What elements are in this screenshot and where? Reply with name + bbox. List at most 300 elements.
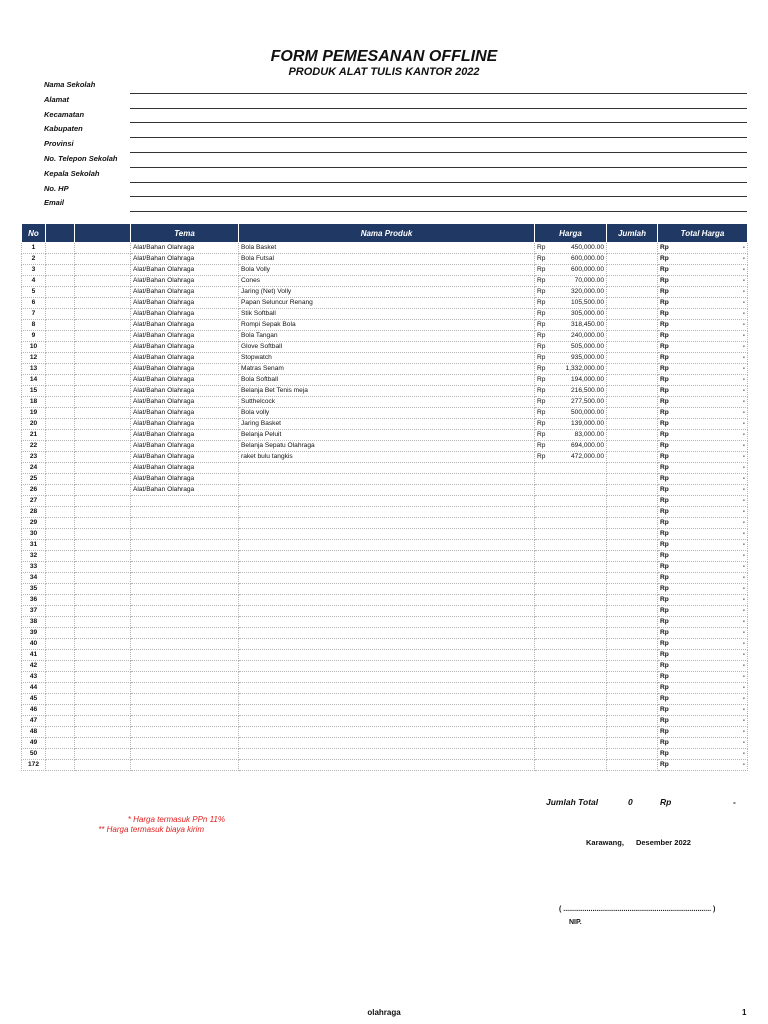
cell-nama-produk <box>239 573 535 584</box>
cell-tema <box>131 749 239 760</box>
cell-nama-produk <box>239 683 535 694</box>
cell-no: 30 <box>22 529 46 540</box>
total-value: - <box>742 684 745 691</box>
cell-jumlah[interactable] <box>607 441 658 452</box>
cell-harga <box>535 375 607 386</box>
cell-no: 49 <box>22 738 46 749</box>
total-currency: Rp <box>660 761 669 768</box>
cell-harga <box>535 562 607 573</box>
cell-total-harga <box>658 463 748 474</box>
col-header-blank-1 <box>46 224 75 243</box>
cell-blank <box>75 727 131 738</box>
cell-jumlah[interactable] <box>607 265 658 276</box>
cell-blank <box>75 485 131 496</box>
cell-harga <box>535 529 607 540</box>
total-value: - <box>742 398 745 405</box>
cell-blank <box>46 727 75 738</box>
cell-jumlah[interactable] <box>607 694 658 705</box>
cell-jumlah[interactable] <box>607 386 658 397</box>
cell-jumlah[interactable] <box>607 584 658 595</box>
cell-nama-produk <box>239 639 535 650</box>
harga-value: 105,500.00 <box>570 299 604 306</box>
cell-harga <box>535 364 607 375</box>
cell-tema <box>131 705 239 716</box>
table-row <box>22 529 748 540</box>
cell-jumlah[interactable] <box>607 419 658 430</box>
field-input-line[interactable] <box>130 211 747 212</box>
cell-jumlah[interactable] <box>607 606 658 617</box>
cell-blank <box>46 760 75 771</box>
cell-total-harga <box>658 485 748 496</box>
table-row <box>22 463 748 474</box>
cell-jumlah[interactable] <box>607 650 658 661</box>
cell-total-harga <box>658 705 748 716</box>
cell-jumlah[interactable] <box>607 705 658 716</box>
harga-value: 194,000.00 <box>570 376 604 383</box>
cell-blank <box>75 408 131 419</box>
cell-jumlah[interactable] <box>607 573 658 584</box>
cell-harga <box>535 331 607 342</box>
cell-nama-produk <box>239 694 535 705</box>
cell-nama-produk <box>239 595 535 606</box>
cell-jumlah[interactable] <box>607 298 658 309</box>
cell-blank <box>46 441 75 452</box>
cell-tema: Alat/Bahan Olahraga <box>131 342 239 353</box>
table-row <box>22 661 748 672</box>
cell-blank <box>46 518 75 529</box>
form-subtitle: PRODUK ALAT TULIS KANTOR 2022 <box>288 66 480 78</box>
cell-tema <box>131 507 239 518</box>
cell-no: 50 <box>22 749 46 760</box>
total-currency: Rp <box>660 508 669 515</box>
cell-total-harga <box>658 309 748 320</box>
field-row <box>44 122 747 137</box>
cell-blank <box>75 430 131 441</box>
table-row <box>22 683 748 694</box>
harga-value: 318,450.00 <box>570 321 604 328</box>
cell-harga <box>535 518 607 529</box>
cell-harga <box>535 617 607 628</box>
cell-jumlah[interactable] <box>607 727 658 738</box>
cell-nama-produk: Glove Softball <box>239 342 535 353</box>
cell-blank <box>75 562 131 573</box>
cell-no: 37 <box>22 606 46 617</box>
cell-harga <box>535 628 607 639</box>
cell-jumlah[interactable] <box>607 408 658 419</box>
col-header-total-harga: Total Harga <box>658 224 748 243</box>
cell-tema <box>131 716 239 727</box>
total-currency: Rp <box>660 343 669 350</box>
cell-tema: Alat/Bahan Olahraga <box>131 265 239 276</box>
cell-harga <box>535 749 607 760</box>
harga-value: 305,000.00 <box>570 310 604 317</box>
cell-no: 18 <box>22 397 46 408</box>
total-value: - <box>742 662 745 669</box>
cell-tema <box>131 639 239 650</box>
cell-harga <box>535 353 607 364</box>
table-row <box>22 694 748 705</box>
total-value: - <box>742 497 745 504</box>
harga-currency: Rp <box>537 343 546 350</box>
cell-no: 3 <box>22 265 46 276</box>
harga-currency: Rp <box>537 365 546 372</box>
table-row <box>22 485 748 496</box>
total-currency: Rp <box>660 310 669 317</box>
table-row <box>22 441 748 452</box>
cell-jumlah[interactable] <box>607 562 658 573</box>
cell-harga <box>535 584 607 595</box>
total-value: - <box>742 365 745 372</box>
cell-nama-produk <box>239 584 535 595</box>
cell-total-harga <box>658 551 748 562</box>
cell-blank <box>75 243 131 254</box>
col-header-jumlah: Jumlah <box>607 224 658 243</box>
cell-nama-produk: Matras Senam <box>239 364 535 375</box>
cell-harga <box>535 595 607 606</box>
cell-blank <box>75 584 131 595</box>
cell-total-harga <box>658 474 748 485</box>
form-title: FORM PEMESANAN OFFLINE <box>270 48 498 65</box>
cell-blank <box>75 540 131 551</box>
total-value: - <box>742 563 745 570</box>
cell-nama-produk <box>239 672 535 683</box>
cell-no: 12 <box>22 353 46 364</box>
cell-total-harga <box>658 595 748 606</box>
cell-total-harga <box>658 749 748 760</box>
cell-nama-produk <box>239 749 535 760</box>
total-value: - <box>742 585 745 592</box>
cell-harga <box>535 474 607 485</box>
cell-no: 10 <box>22 342 46 353</box>
cell-tema <box>131 683 239 694</box>
harga-currency: Rp <box>537 310 546 317</box>
field-row <box>44 152 747 167</box>
cell-blank <box>75 496 131 507</box>
total-value: - <box>742 376 745 383</box>
page-number: 1 <box>742 1008 747 1017</box>
cell-jumlah[interactable] <box>607 540 658 551</box>
cell-nama-produk: Bola Tangan <box>239 331 535 342</box>
cell-jumlah[interactable] <box>607 507 658 518</box>
cell-harga <box>535 254 607 265</box>
cell-no: 48 <box>22 727 46 738</box>
cell-blank <box>46 617 75 628</box>
harga-currency: Rp <box>537 409 546 416</box>
cell-jumlah[interactable] <box>607 353 658 364</box>
total-value: - <box>742 607 745 614</box>
cell-blank <box>46 529 75 540</box>
cell-jumlah[interactable] <box>607 617 658 628</box>
cell-blank <box>46 540 75 551</box>
harga-value: 1,332,000.00 <box>565 365 604 372</box>
harga-currency: Rp <box>537 431 546 438</box>
cell-no: 32 <box>22 551 46 562</box>
total-currency: Rp <box>660 497 669 504</box>
cell-tema <box>131 727 239 738</box>
cell-jumlah[interactable] <box>607 595 658 606</box>
cell-blank <box>46 474 75 485</box>
cell-nama-produk <box>239 529 535 540</box>
cell-total-harga <box>658 441 748 452</box>
total-value: - <box>742 255 745 262</box>
place-date <box>586 838 691 847</box>
cell-blank <box>46 595 75 606</box>
cell-blank <box>46 562 75 573</box>
col-header-no: No <box>22 224 46 243</box>
cell-blank <box>75 694 131 705</box>
cell-jumlah[interactable] <box>607 397 658 408</box>
cell-total-harga <box>658 540 748 551</box>
cell-jumlah[interactable] <box>607 518 658 529</box>
cell-jumlah[interactable] <box>607 463 658 474</box>
col-header-tema: Tema <box>131 224 239 243</box>
cell-blank <box>46 419 75 430</box>
cell-tema: Alat/Bahan Olahraga <box>131 452 239 463</box>
total-value: - <box>742 574 745 581</box>
cell-jumlah[interactable] <box>607 551 658 562</box>
cell-jumlah[interactable] <box>607 331 658 342</box>
total-currency: Rp <box>660 662 669 669</box>
table-row <box>22 628 748 639</box>
cell-jumlah[interactable] <box>607 364 658 375</box>
cell-jumlah[interactable] <box>607 342 658 353</box>
cell-total-harga <box>658 397 748 408</box>
table-row <box>22 716 748 727</box>
cell-jumlah[interactable] <box>607 529 658 540</box>
cell-tema: Alat/Bahan Olahraga <box>131 298 239 309</box>
cell-nama-produk: Sutthelcock <box>239 397 535 408</box>
field-label: Kabupaten <box>44 124 83 134</box>
cell-no: 43 <box>22 672 46 683</box>
cell-tema: Alat/Bahan Olahraga <box>131 254 239 265</box>
cell-blank <box>46 694 75 705</box>
cell-blank <box>46 320 75 331</box>
total-currency: Rp <box>660 277 669 284</box>
total-value: - <box>742 519 745 526</box>
harga-currency: Rp <box>537 442 546 449</box>
total-currency: Rp <box>660 486 669 493</box>
cell-nama-produk: Bola Basket <box>239 243 535 254</box>
cell-blank <box>75 254 131 265</box>
cell-total-harga <box>658 617 748 628</box>
cell-total-harga <box>658 276 748 287</box>
cell-jumlah[interactable] <box>607 661 658 672</box>
table-row <box>22 331 748 342</box>
total-value: - <box>742 618 745 625</box>
total-currency: Rp <box>660 596 669 603</box>
cell-blank <box>46 298 75 309</box>
cell-total-harga <box>658 694 748 705</box>
cell-total-harga <box>658 727 748 738</box>
harga-currency: Rp <box>537 376 546 383</box>
cell-nama-produk <box>239 760 535 771</box>
table-row <box>22 507 748 518</box>
total-currency: Rp <box>660 607 669 614</box>
cell-total-harga <box>658 342 748 353</box>
cell-nama-produk: Stopwatch <box>239 353 535 364</box>
cell-total-harga <box>658 496 748 507</box>
cell-no: 40 <box>22 639 46 650</box>
total-currency: Rp <box>660 288 669 295</box>
cell-jumlah[interactable] <box>607 276 658 287</box>
total-currency: Rp <box>660 354 669 361</box>
harga-currency: Rp <box>537 332 546 339</box>
total-value: - <box>742 310 745 317</box>
cell-no: 27 <box>22 496 46 507</box>
harga-value: 450,000.00 <box>570 244 604 251</box>
field-row <box>44 196 747 211</box>
total-currency: Rp <box>660 244 669 251</box>
cell-jumlah[interactable] <box>607 672 658 683</box>
total-value: - <box>742 299 745 306</box>
cell-no: 26 <box>22 485 46 496</box>
total-value: - <box>742 706 745 713</box>
cell-total-harga <box>658 672 748 683</box>
total-value: - <box>742 541 745 548</box>
table-row <box>22 595 748 606</box>
cell-nama-produk <box>239 716 535 727</box>
total-value: - <box>742 552 745 559</box>
table-row <box>22 749 748 760</box>
cell-blank <box>75 683 131 694</box>
cell-tema <box>131 628 239 639</box>
cell-jumlah[interactable] <box>607 375 658 386</box>
cell-harga <box>535 309 607 320</box>
cell-jumlah[interactable] <box>607 452 658 463</box>
cell-jumlah[interactable] <box>607 639 658 650</box>
cell-harga <box>535 705 607 716</box>
cell-total-harga <box>658 518 748 529</box>
col-header-blank-2 <box>75 224 131 243</box>
cell-harga <box>535 672 607 683</box>
cell-jumlah[interactable] <box>607 287 658 298</box>
cell-jumlah[interactable] <box>607 309 658 320</box>
table-row <box>22 320 748 331</box>
field-label: Alamat <box>44 94 70 104</box>
table-row <box>22 298 748 309</box>
cell-total-harga <box>658 639 748 650</box>
total-currency: Rp <box>660 618 669 625</box>
cell-total-harga <box>658 265 748 276</box>
cell-tema <box>131 518 239 529</box>
cell-no: 21 <box>22 430 46 441</box>
signature-name-line[interactable]: ( ............................................................................ ) <box>559 906 716 913</box>
cell-harga <box>535 320 607 331</box>
cell-jumlah[interactable] <box>607 320 658 331</box>
total-value: - <box>742 244 745 251</box>
cell-blank <box>46 705 75 716</box>
cell-harga <box>535 342 607 353</box>
harga-currency: Rp <box>537 354 546 361</box>
cell-total-harga <box>658 529 748 540</box>
cell-jumlah[interactable] <box>607 254 658 265</box>
cell-jumlah[interactable] <box>607 496 658 507</box>
cell-blank <box>75 452 131 463</box>
total-currency: Rp <box>660 420 669 427</box>
cell-jumlah[interactable] <box>607 760 658 771</box>
cell-blank <box>46 375 75 386</box>
total-value: - <box>742 629 745 636</box>
cell-blank <box>75 705 131 716</box>
cell-jumlah[interactable] <box>607 485 658 496</box>
cell-tema <box>131 760 239 771</box>
field-label: No. HP <box>44 183 69 193</box>
cell-total-harga <box>658 298 748 309</box>
total-currency: Rp <box>660 695 669 702</box>
cell-jumlah[interactable] <box>607 628 658 639</box>
cell-no: 47 <box>22 716 46 727</box>
cell-blank <box>75 672 131 683</box>
cell-blank <box>46 408 75 419</box>
cell-total-harga <box>658 375 748 386</box>
cell-tema: Alat/Bahan Olahraga <box>131 408 239 419</box>
cell-jumlah[interactable] <box>607 749 658 760</box>
table-row <box>22 364 748 375</box>
cell-tema: Alat/Bahan Olahraga <box>131 331 239 342</box>
total-currency: Rp <box>660 530 669 537</box>
cell-no: 8 <box>22 320 46 331</box>
cell-blank <box>46 342 75 353</box>
field-row <box>44 93 747 108</box>
cell-blank <box>75 474 131 485</box>
cell-jumlah[interactable] <box>607 738 658 749</box>
cell-tema: Alat/Bahan Olahraga <box>131 485 239 496</box>
cell-jumlah[interactable] <box>607 430 658 441</box>
cell-blank <box>46 276 75 287</box>
table-row <box>22 309 748 320</box>
cell-tema <box>131 496 239 507</box>
cell-tema: Alat/Bahan Olahraga <box>131 375 239 386</box>
total-currency: Rp <box>660 365 669 372</box>
total-currency: Rp <box>660 464 669 471</box>
harga-value: 83,000.00 <box>574 431 604 438</box>
total-value: - <box>742 277 745 284</box>
table-row <box>22 551 748 562</box>
cell-no: 25 <box>22 474 46 485</box>
table-row <box>22 496 748 507</box>
cell-tema <box>131 529 239 540</box>
date-text: Desember 2022 <box>635 838 691 847</box>
table-row <box>22 375 748 386</box>
harga-currency: Rp <box>537 453 546 460</box>
cell-nama-produk <box>239 485 535 496</box>
cell-nama-produk <box>239 474 535 485</box>
cell-blank <box>46 485 75 496</box>
cell-harga <box>535 485 607 496</box>
cell-jumlah[interactable] <box>607 243 658 254</box>
cell-jumlah[interactable] <box>607 683 658 694</box>
cell-no: 31 <box>22 540 46 551</box>
total-currency: Rp <box>660 442 669 449</box>
total-currency: Rp <box>660 475 669 482</box>
total-currency: Rp <box>660 453 669 460</box>
cell-no: 1 <box>22 243 46 254</box>
cell-jumlah[interactable] <box>607 474 658 485</box>
total-currency: Rp <box>660 673 669 680</box>
cell-nama-produk <box>239 540 535 551</box>
harga-value: 472,000.00 <box>570 453 604 460</box>
total-label: Jumlah Total <box>546 797 599 807</box>
total-currency: Rp <box>660 431 669 438</box>
field-label: Provinsi <box>44 139 74 149</box>
field-label: No. Telepon Sekolah <box>44 153 118 163</box>
cell-tema: Alat/Bahan Olahraga <box>131 441 239 452</box>
cell-jumlah[interactable] <box>607 716 658 727</box>
cell-tema: Alat/Bahan Olahraga <box>131 386 239 397</box>
total-value: - <box>742 288 745 295</box>
total-value: - <box>742 651 745 658</box>
total-value: - <box>742 530 745 537</box>
